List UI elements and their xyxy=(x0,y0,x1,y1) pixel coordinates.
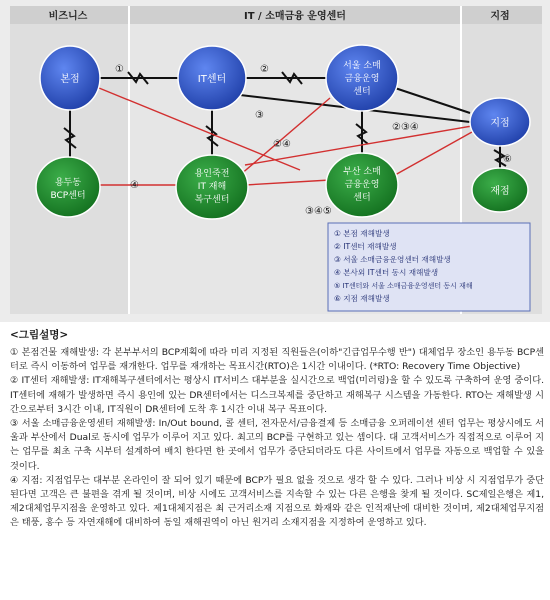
node-busan xyxy=(326,153,398,217)
header-business: 비즈니스 xyxy=(48,11,88,22)
marker-345: ③④⑤ xyxy=(305,206,332,217)
node-honsa xyxy=(40,46,100,110)
legend-item-4: ④ 본사외 IT센터 동시 재해발생 xyxy=(334,268,439,277)
legend-item-1: ① 본점 재해발생 xyxy=(334,229,390,238)
legend-item-3: ③ 서울 소매금융운영센터 재해발생 xyxy=(334,255,451,264)
header-branch: 지점 xyxy=(490,11,510,22)
marker-4: ④ xyxy=(130,180,139,191)
marker-2: ② xyxy=(260,64,269,75)
caption-title: <그림설명> xyxy=(10,329,69,341)
legend-item-6: ⑥ 지점 재해발생 xyxy=(334,294,390,303)
caption-paragraph-4: ④ 지점: 지점업무는 대부분 온라인이 잘 되어 있기 때문에 BCP가 필요 없을 것으로 생각 할 수 있다. 그러나 비상 시 지점업무가 중단된다면 고객은 큰 불편을 겪게 될 것이며, 비상 시에도 고객서비스를 지속할 수 있는 다른 은행을 찾게 될 것이다. SC제일은행은 제1, 제2대체업무지점을 운영하고 있다. 제1대체지점은 최 근거리소재 지점으로 화재와 같은 인적재난에 대비한 것이며, 제2대체업무지점은 태풍, 홍수 등 자연재해에 대비하여 동일 재해권역이 아닌 원거리 소재지점을 지정하여 운영하고 있다. xyxy=(10,474,544,529)
node-yongin xyxy=(176,155,248,219)
node-busan-label-1: 부산 소매 xyxy=(343,167,381,177)
node-it-center xyxy=(178,46,246,110)
node-jaejeom xyxy=(472,168,528,212)
legend-item-2: ② IT센터 재해발생 xyxy=(334,242,397,251)
node-seoul-center-label-1: 서울 소매 xyxy=(343,61,381,71)
marker-1: ① xyxy=(115,64,124,75)
node-yongin-label-2: IT 재해 xyxy=(197,182,227,192)
node-seoul-center-label-3: 센터 xyxy=(353,87,371,97)
node-yongdudong-label-1: 용두동 xyxy=(54,178,82,188)
node-busan-label-3: 센터 xyxy=(353,193,371,203)
caption-paragraph-2: ② IT센터 재해발생: IT재해복구센터에서는 평상시 IT서비스 대부분을 실시간으로 백업(미러링)을 할 수 있도록 구축하여 운영 중이다. IT센터에 재해가 발생하면 즉시 용인에 있는 DR센터에서는 디스크복제를 중단하고 재해복구 시스템을 가동한다. RTO는 재해발생 시간으로부터 3시간 이내, IT직원이 DR센터에 도착 후 1시간 이내 복구 목표이다. xyxy=(10,375,544,415)
caption-paragraph-1: ① 본점건물 재해발생: 각 본부부서의 BCP계획에 따라 미리 지정된 직원들은(이하"긴급업무수행 반") 대체업무 장소인 용두동 BCP센터로 즉시 이동하여 업무를 재개한다. 업무를 재개하는 목표시간(RTO)은 1시간 이내이다. (*RTO: Recovery Time Objective) xyxy=(10,347,544,373)
node-honsa-label: 본점 xyxy=(60,74,80,85)
caption-paragraph-3: ③ 서울 소매금융운영센터 재해발생: In/Out bound, 콜 센터, 전자문서/금융결제 등 소매금융 오퍼레이션 센터 업무는 평상시에도 서울과 부산에서 Dual로 동시에 업무가 이루어 지고 있다. 최고의 BCP를 구현하고 있는 셈이다. 대 고객서비스가 직접적으로 이루어 지는 업무를 최초 구축 시부터 설계하여 배치 한다면 한 곳에서 업무가 중단되더라도 다른 사이트에서 업무를 자동으로 백업할 수 있을 것이다. xyxy=(10,418,544,472)
node-yongdudong xyxy=(36,157,100,217)
node-seoul-center-label-2: 금융운영 xyxy=(344,74,380,84)
node-jijeom-label: 지점 xyxy=(490,118,510,129)
node-yongdudong-label-2: BCP센터 xyxy=(50,191,86,201)
legend-box xyxy=(328,223,530,311)
node-seoul-center xyxy=(326,45,398,111)
marker-234: ②③④ xyxy=(392,122,419,133)
legend-item-5: ⑤ IT센터와 서울 소매금융운영센터 동시 재해 xyxy=(334,282,473,290)
header-it-center: IT / 소매금융 운영센터 xyxy=(244,11,346,22)
marker-24: ②④ xyxy=(273,139,291,150)
marker-3: ③ xyxy=(255,110,264,121)
node-yongin-label-1: 용인죽전 xyxy=(194,169,230,179)
marker-6: ⑥ xyxy=(503,154,512,165)
node-jijeom xyxy=(470,98,530,146)
node-yongin-label-3: 복구센터 xyxy=(194,195,230,205)
node-it-center-label: IT센터 xyxy=(197,74,227,85)
figure-caption xyxy=(10,327,544,531)
node-busan-label-2: 금융운영 xyxy=(344,180,380,190)
node-jaejeom-label: 재점 xyxy=(490,186,510,197)
